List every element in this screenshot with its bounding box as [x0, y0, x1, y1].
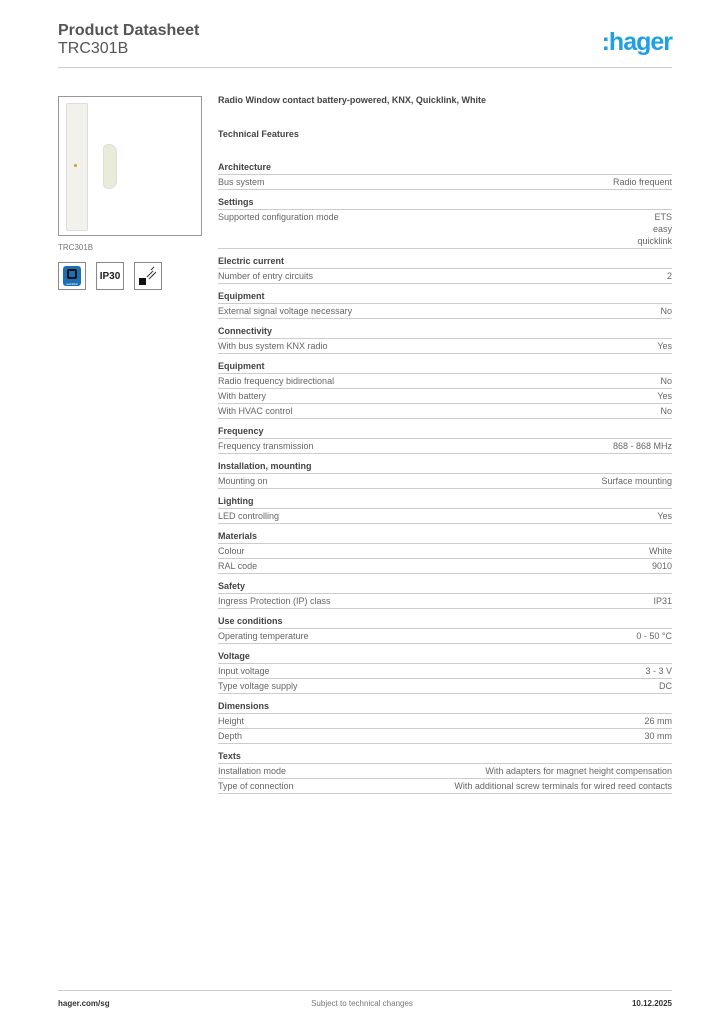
spec-row: [218, 389, 672, 404]
spec-row: [218, 629, 672, 644]
spec-row: [218, 474, 672, 489]
spec-value: Yes: [657, 391, 672, 401]
spec-label: LED controlling: [218, 511, 280, 521]
footer-divider: [58, 990, 672, 991]
spec-label: Type of connection: [218, 781, 294, 791]
spec-value: Yes: [657, 511, 672, 521]
spec-label: Radio frequency bidirectional: [218, 376, 335, 386]
spec-label: Input voltage: [218, 666, 270, 676]
spec-row: [218, 714, 672, 729]
section-title: Frequency: [218, 425, 672, 439]
spec-label: With HVAC control: [218, 406, 293, 416]
spec-value: No: [660, 376, 672, 386]
hager-logo: :hager: [601, 28, 672, 56]
spec-label: Ingress Protection (IP) class: [218, 596, 331, 606]
spec-value: Surface mounting: [601, 476, 672, 486]
led-indicator: [74, 164, 77, 167]
spec-label: Mounting on: [218, 476, 268, 486]
spec-row: [218, 374, 672, 389]
spec-label: Operating temperature: [218, 631, 309, 641]
spec-section: [218, 580, 672, 609]
header-subtitle: TRC301B: [58, 40, 129, 57]
spec-section: [218, 360, 672, 419]
spec-content: [218, 95, 672, 794]
spec-label: With battery: [218, 391, 267, 401]
spec-row: [218, 210, 672, 249]
spec-value: 26 mm: [644, 716, 672, 726]
spec-section: [218, 325, 672, 354]
badges: [58, 262, 162, 290]
spec-value: IP31: [653, 596, 672, 606]
section-title: Voltage: [218, 650, 672, 664]
footer-date: 10.12.2025: [631, 999, 672, 1008]
spec-row: [218, 339, 672, 354]
spec-section: [218, 615, 672, 644]
spec-section: [218, 750, 672, 794]
spec-value: No: [660, 306, 672, 316]
spec-row: [218, 729, 672, 744]
spec-value: 868 - 868 MHz: [612, 441, 672, 451]
spec-value: DC: [659, 681, 672, 691]
spec-label: Colour: [218, 546, 245, 556]
spec-row: [218, 544, 672, 559]
footer-website-link[interactable]: hager.com/sg: [58, 999, 110, 1008]
spec-label: External signal voltage necessary: [218, 306, 353, 316]
spec-value: With additional screw terminals for wired reed contacts: [454, 781, 672, 791]
spec-value: 2: [666, 271, 672, 281]
spec-row: [218, 594, 672, 609]
section-title: Lighting: [218, 495, 672, 509]
spec-row: [218, 559, 672, 574]
spec-row: [218, 664, 672, 679]
section-title: Connectivity: [218, 325, 672, 339]
spec-value: No: [660, 406, 672, 416]
spec-row: [218, 764, 672, 779]
ip-rating-icon: IP30: [96, 262, 124, 290]
section-title: Texts: [218, 750, 672, 764]
section-title: Materials: [218, 530, 672, 544]
spec-label: Number of entry circuits: [218, 271, 314, 281]
spec-section: [218, 290, 672, 319]
product-image: [58, 96, 202, 236]
header-title: Product Datasheet: [58, 22, 200, 39]
spec-sections: [218, 161, 672, 794]
spec-label: Installation mode: [218, 766, 287, 776]
spec-section: [218, 161, 672, 190]
spec-label: Bus system: [218, 177, 265, 187]
spec-row: [218, 779, 672, 794]
spec-label: Supported configuration mode: [218, 212, 339, 222]
spec-row: [218, 509, 672, 524]
spec-value: Radio frequent: [612, 177, 672, 187]
spec-section: [218, 425, 672, 454]
spec-row: [218, 175, 672, 190]
spec-value: 3 - 3 V: [645, 666, 672, 676]
header-divider: [58, 67, 672, 68]
spec-label: Type voltage supply: [218, 681, 298, 691]
magnet: [103, 144, 117, 189]
spec-section: [218, 196, 672, 249]
spec-row: [218, 404, 672, 419]
spec-value: Yes: [657, 341, 672, 351]
sensor-body: [66, 103, 88, 231]
spec-row: [218, 679, 672, 694]
spec-row: [218, 304, 672, 319]
section-title: Dimensions: [218, 700, 672, 714]
spec-value: 30 mm: [644, 731, 672, 741]
spec-value: 0 - 50 °C: [636, 631, 672, 641]
spec-section: [218, 650, 672, 694]
technical-features-heading: Technical Features: [218, 129, 299, 139]
spec-label: Height: [218, 716, 245, 726]
spec-section: [218, 700, 672, 744]
spec-value: White: [648, 546, 672, 556]
spec-section: [218, 530, 672, 574]
quicklink-label: quicklink: [66, 282, 78, 286]
spec-row: [218, 269, 672, 284]
image-caption: TRC301B: [58, 243, 94, 252]
section-title: Equipment: [218, 360, 672, 374]
section-title: Safety: [218, 580, 672, 594]
radio-icon: [134, 262, 162, 290]
spec-label: Depth: [218, 731, 243, 741]
spec-label: With bus system KNX radio: [218, 341, 328, 351]
section-title: Equipment: [218, 290, 672, 304]
spec-value: ETS easy quicklink: [637, 212, 672, 246]
spec-value: 9010: [651, 561, 672, 571]
section-title: Installation, mounting: [218, 460, 672, 474]
product-description: Radio Window contact battery-powered, KNX, Quicklink, White: [218, 95, 486, 105]
section-title: Electric current: [218, 255, 672, 269]
spec-section: [218, 255, 672, 284]
spec-label: RAL code: [218, 561, 258, 571]
spec-section: [218, 495, 672, 524]
spec-label: Frequency transmission: [218, 441, 314, 451]
spec-row: [218, 439, 672, 454]
quicklink-icon: [58, 262, 86, 290]
section-title: Settings: [218, 196, 672, 210]
section-title: Architecture: [218, 161, 672, 175]
section-title: Use conditions: [218, 615, 672, 629]
spec-value: With adapters for magnet height compensation: [485, 766, 672, 776]
footer-notice: Subject to technical changes: [311, 999, 413, 1008]
spec-section: [218, 460, 672, 489]
